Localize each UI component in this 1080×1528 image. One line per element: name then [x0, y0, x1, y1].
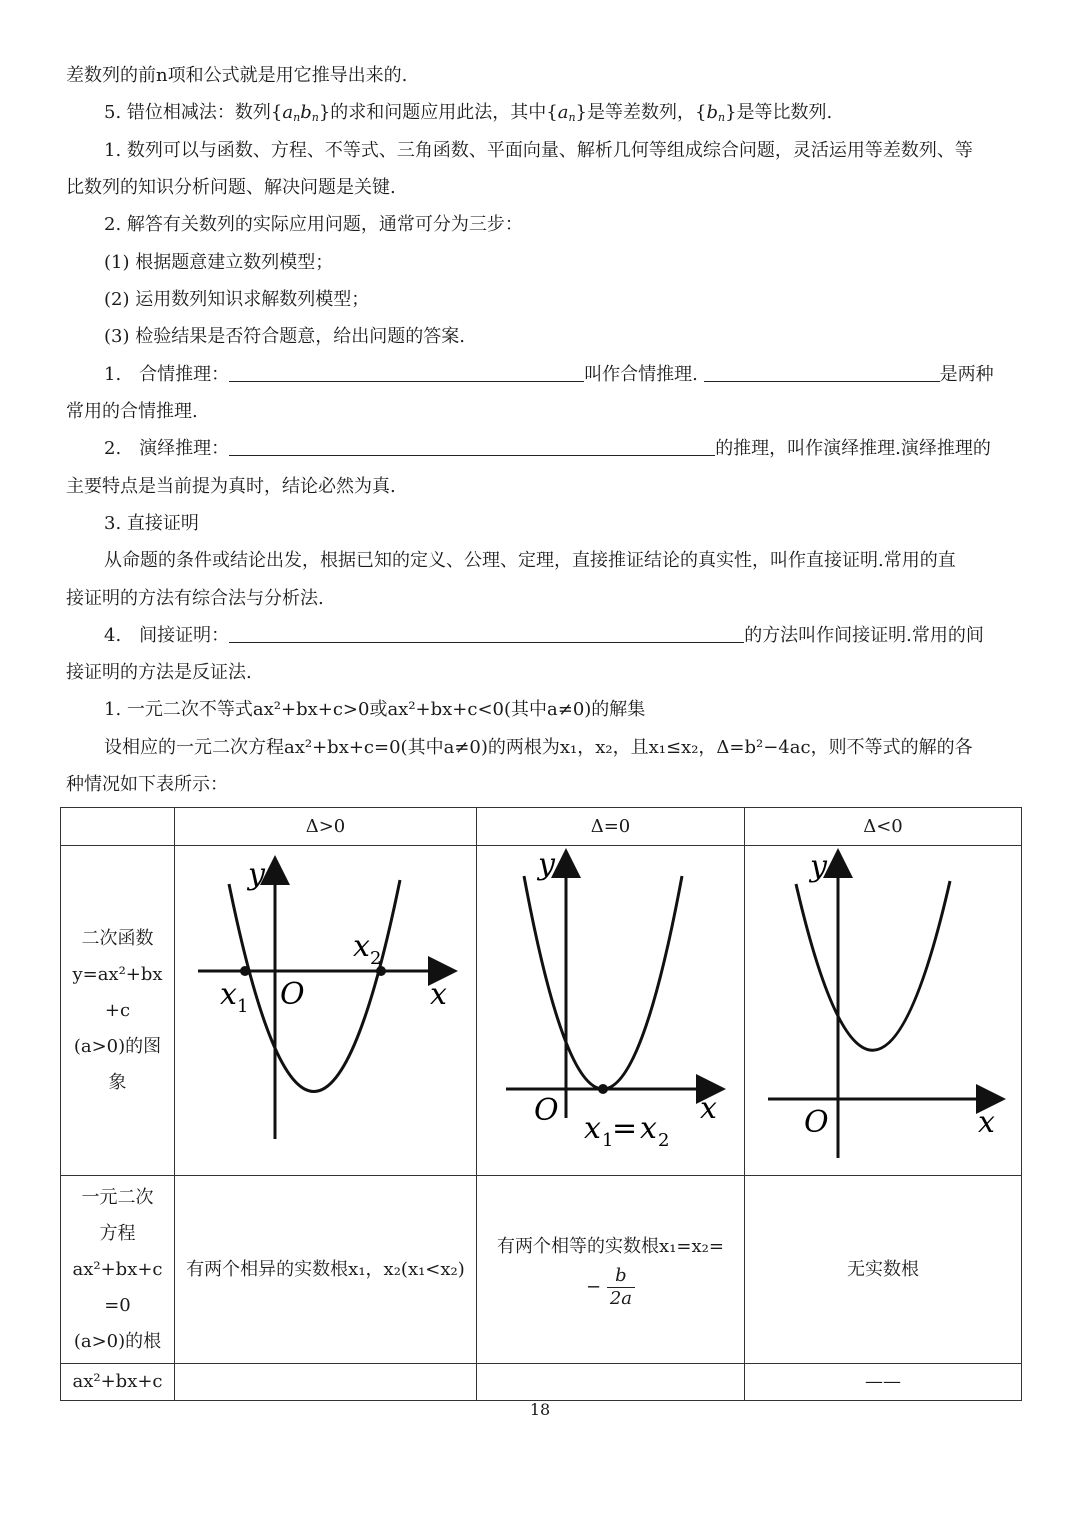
- label-line: ax²+bx+c: [72, 1258, 163, 1280]
- fill-blank: [229, 363, 584, 382]
- root-label: x: [352, 929, 370, 964]
- page-number: 18: [529, 1400, 551, 1419]
- text-line: [104, 251, 1016, 275]
- corner-cell: [61, 808, 175, 846]
- text-line: [104, 288, 1016, 312]
- text-line: 5. 错位相减法：数列$\{a_nb_n\}$的求和问题应用此法，其中$\{a_n\}$是等差数列，$\{b_n\}$是等比数列.: [104, 102, 833, 124]
- label-line: =0: [104, 1294, 131, 1316]
- text-line: [66, 64, 1016, 88]
- text: 是两种: [939, 364, 994, 385]
- label-line: ax²+bx+c: [72, 1371, 163, 1392]
- y-axis-label: y: [537, 847, 555, 882]
- label-line: 象: [108, 1071, 127, 1093]
- text: 接证明的方法有综合法与分析法.: [66, 588, 324, 609]
- header-row: [61, 808, 1022, 846]
- text: 主要特点是当前提为真时，结论必然为真.: [66, 476, 396, 497]
- fill-blank: [229, 437, 715, 456]
- text-line: [104, 325, 1016, 349]
- text: }是等差数列，{: [575, 102, 707, 123]
- row-label: [61, 846, 175, 1176]
- empty-cell: [175, 1364, 477, 1401]
- dash: ——: [865, 1371, 901, 1392]
- text: 接证明的方法是反证法.: [66, 662, 252, 683]
- minus-sign: −: [585, 1276, 602, 1298]
- solution-table: [60, 807, 1022, 1401]
- numerator: b: [607, 1265, 635, 1288]
- subscript: 1: [601, 1130, 613, 1151]
- header-text: Δ>0: [305, 815, 346, 837]
- text-line: [104, 139, 1016, 163]
- text: (2) 运用数列知识求解数列模型；: [104, 289, 370, 310]
- fill-blank: [229, 624, 744, 643]
- text-line: [104, 698, 1016, 722]
- graph-cell-positive: [175, 846, 477, 1176]
- cell-text: 有两个相等的实数根x₁=x₂=: [497, 1236, 724, 1257]
- subscript: 2: [657, 1130, 669, 1151]
- text: 从命题的条件或结论出发，根据已知的定义、公理、定理，直接推证结论的真实性，叫作直接证明.常用的直: [104, 550, 956, 571]
- text: }是等比数列.: [725, 102, 833, 123]
- graph-cell-negative: [745, 846, 1022, 1176]
- x-axis-label: x: [977, 1105, 995, 1140]
- text-line: [66, 661, 1016, 685]
- text: 叫作合情推理.: [584, 364, 698, 385]
- root-label: x: [583, 1111, 601, 1146]
- text: 设相应的一元二次方程ax²+bx+c=0(其中a≠0)的两根为x₁，x₂，且x₁≤x₂，Δ=b²−4ac，则不等式的解的各: [104, 737, 973, 758]
- roots-cell: [175, 1176, 477, 1364]
- text: 1. 合情推理：: [104, 364, 230, 385]
- x-axis-label: x: [429, 977, 447, 1012]
- text-line: [104, 624, 1016, 648]
- text: 种情况如下表所示：: [66, 774, 228, 795]
- x-axis-label: x: [699, 1091, 717, 1126]
- text: (1) 根据题意建立数列模型；: [104, 252, 334, 273]
- graph-cell-zero: [477, 846, 745, 1176]
- text: 5. 错位相减法：数列{: [104, 102, 283, 123]
- text-line: [104, 549, 1016, 573]
- text: (3) 检验结果是否符合题意，给出问题的答案.: [104, 326, 465, 347]
- cell-text: 有两个相异的实数根x₁，x₂(x₁<x₂): [186, 1258, 465, 1280]
- text-line: [104, 363, 1016, 387]
- y-axis-label: y: [247, 857, 265, 892]
- empty-cell: [477, 1364, 745, 1401]
- text-line: [66, 176, 1016, 200]
- text-line: [66, 773, 1016, 797]
- fill-blank: [704, 363, 940, 382]
- root-label: x: [639, 1111, 657, 1146]
- origin-label: O: [533, 1093, 559, 1128]
- cell-text: 无实数根: [847, 1258, 919, 1280]
- subscript: 2: [369, 948, 381, 969]
- text-line: [104, 512, 1016, 536]
- header-cell: [745, 808, 1022, 846]
- header-cell: [477, 808, 745, 846]
- fraction-expression: [477, 1265, 744, 1310]
- text-line: [104, 213, 1016, 237]
- parabola-two-roots-graph: [176, 846, 476, 1162]
- denominator: 2a: [609, 1288, 632, 1309]
- text: 1. 数列可以与函数、方程、不等式、三角函数、平面向量、解析几何等组成综合问题，灵活运用等差数列、等: [104, 140, 973, 161]
- inequality-row: [61, 1364, 1022, 1401]
- text-line: [66, 475, 1016, 499]
- label-line: (a>0)的图: [73, 1035, 162, 1057]
- root-label: x: [219, 977, 237, 1012]
- y-axis-label: y: [809, 849, 827, 884]
- text: 比数列的知识分析问题、解决问题是关键.: [66, 177, 396, 198]
- origin-label: O: [279, 977, 305, 1012]
- row-label: [61, 1176, 175, 1364]
- text: 2. 解答有关数列的实际应用问题，通常可分为三步：: [104, 214, 523, 235]
- origin-label: O: [803, 1105, 829, 1140]
- fraction: [607, 1265, 635, 1310]
- subscript: 1: [236, 996, 248, 1017]
- text: 差数列的前n项和公式就是用它推导出来的.: [66, 65, 408, 86]
- text-line: [104, 437, 1016, 461]
- label-line: 方程: [99, 1222, 136, 1244]
- header-text: Δ<0: [863, 815, 903, 837]
- label-line: +c: [104, 999, 131, 1021]
- dash-cell: [745, 1364, 1022, 1401]
- text-line: [66, 587, 1016, 611]
- text: 的方法叫作间接证明.常用的间: [744, 625, 984, 646]
- text-line: [104, 736, 1016, 760]
- text: 常用的合情推理.: [66, 401, 198, 422]
- roots-row: [61, 1176, 1022, 1364]
- header-text: Δ=0: [590, 815, 631, 837]
- roots-cell: [745, 1176, 1022, 1364]
- parabola-no-root-graph: [746, 846, 1021, 1162]
- label-line: 一元二次: [81, 1186, 154, 1208]
- parabola-double-root-graph: [478, 846, 744, 1162]
- label-line: y=ax²+bx: [72, 963, 163, 985]
- label-line: 二次函数: [81, 927, 154, 949]
- text: 2. 演绎推理：: [104, 438, 230, 459]
- equals-sign: =: [611, 1111, 637, 1146]
- text-line: [66, 400, 1016, 424]
- text: 的推理，叫作演绎推理.演绎推理的: [715, 438, 991, 459]
- graph-row: [61, 846, 1022, 1176]
- label-line: (a>0)的根: [73, 1330, 162, 1352]
- text: 3. 直接证明: [104, 513, 199, 534]
- text: }的求和问题应用此法，其中{: [318, 102, 558, 123]
- header-cell: [175, 808, 477, 846]
- roots-cell: [477, 1176, 745, 1364]
- text: 4. 间接证明：: [104, 625, 230, 646]
- row-label: [61, 1364, 175, 1401]
- text: 1. 一元二次不等式ax²+bx+c>0或ax²+bx+c<0(其中a≠0)的解集: [104, 699, 646, 720]
